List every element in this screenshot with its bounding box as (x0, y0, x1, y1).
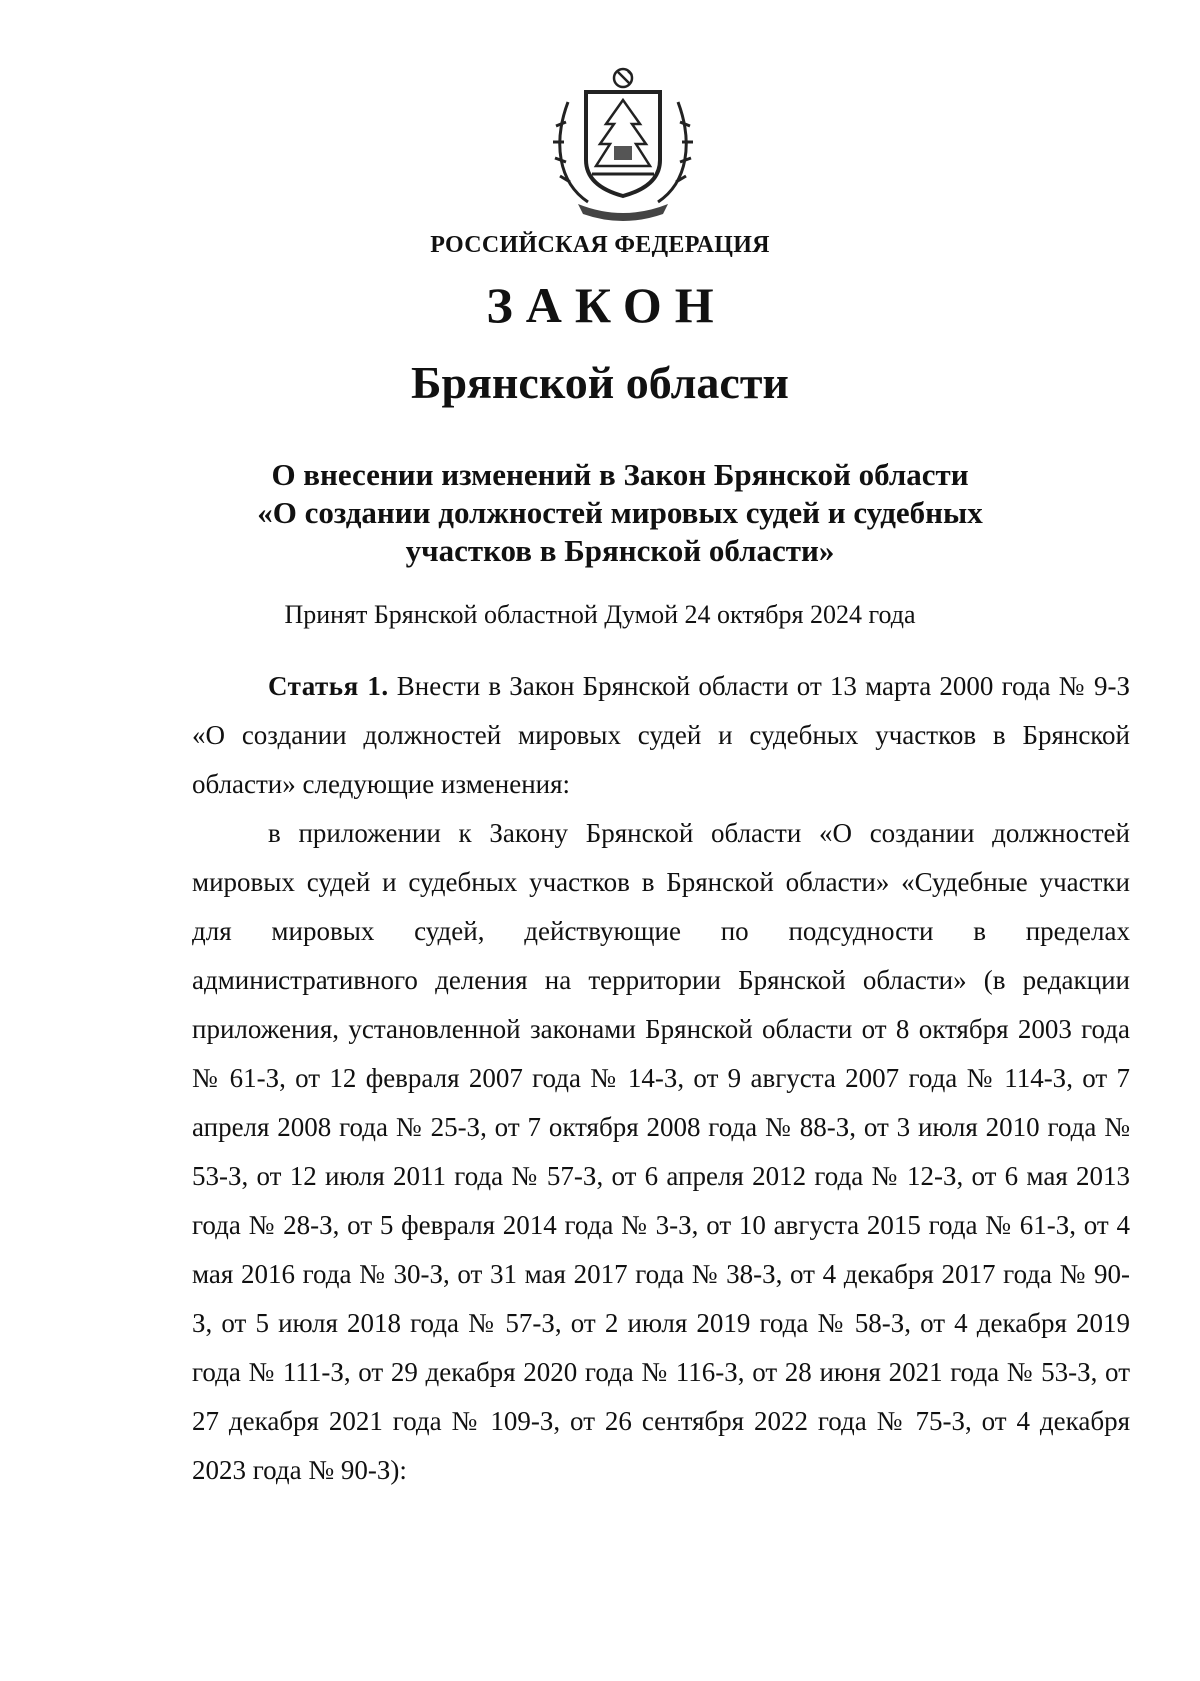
article-1-text: Внести в Закон Брянской области от 13 марта 2000 года № 9-З «О создании должностей мировых судей и судебных участков в Брянской области» следующие изменения: (192, 671, 1130, 799)
law-title-line: участков в Брянской области» (405, 533, 835, 568)
coat-of-arms-icon (548, 62, 698, 222)
law-heading: ЗАКОН (486, 277, 727, 333)
law-title-line: О внесении изменений в Закон Брянской области (271, 457, 969, 492)
article-1-label: Статья 1. (268, 671, 389, 701)
amendment-paragraph: в приложении к Закону Брянской области «О создании должностей мировых судей и судебных участков в Брянской области» «Судебные участки для мировых судей, действующие по подсудности в пределах административного деления на территории Брянской области» (в редакции приложения, установленной законами Брянской области от 8 октября 2003 года № 61-З, от 12 февраля 2007 года № 14-З, от 9 августа 2007 года № 114-З, от 7 апреля 2008 года № 25-З, от 7 октября 2008 года № 88-З, от 3 июля 2010 года № 53-З, от 12 июля 2011 года № 57-З, от 6 апреля 2012 года № 12-З, от 6 мая 2013 года № 28-З, от 5 февраля 2014 года № 3-З, от 10 августа 2015 года № 61-З, от 4 мая 2016 года № 30-З, от 31 мая 2017 года № 38-З, от 4 декабря 2017 года № 90-З, от 5 июля 2018 года № 57-З, от 2 июля 2019 года № 58-З, от 4 декабря 2019 года № 111-З, от 29 декабря 2020 года № 116-З, от 28 июня 2021 года № 53-З, от 27 декабря 2021 года № 109-З, от 26 сентября 2022 года № 75-З, от 4 декабря 2023 года № 90-З): (192, 818, 1130, 1485)
article-1-paragraph (192, 662, 1130, 809)
law-title (220, 456, 1020, 570)
region-heading: Брянской области (411, 357, 789, 408)
law-body (192, 662, 1130, 1495)
law-title-line: «О создании должностей мировых судей и судебных (257, 495, 983, 530)
federation-heading: РОССИЙСКАЯ ФЕДЕРАЦИЯ (430, 232, 770, 258)
adoption-line: Принят Брянской областной Думой 24 октября 2024 года (284, 600, 916, 629)
